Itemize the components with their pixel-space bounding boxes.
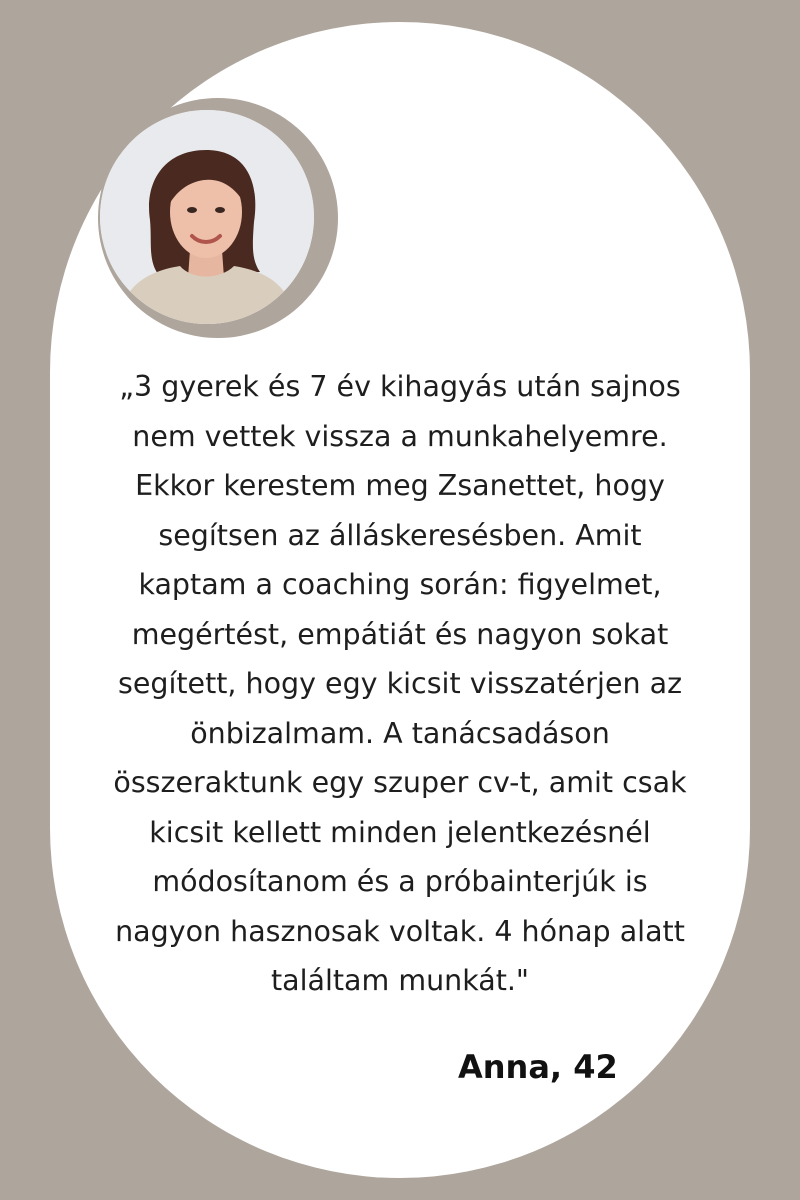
portrait-photo (100, 110, 314, 324)
quote-line: kaptam a coaching során: figyelmet, (138, 568, 662, 601)
quote-line: összeraktunk egy szuper cv-t, amit csak (113, 766, 687, 799)
quote-line: Ekkor kerestem meg Zsanettet, hogy (135, 469, 665, 502)
quote-line: megértést, empátiát és nagyon sokat (131, 617, 669, 651)
quote-line: önbizalmam. A tanácsadáson (190, 716, 610, 750)
quote-line: módosítanom és a próbainterjúk is (152, 865, 648, 898)
quote-line: nem vettek vissza a munkahelyemre. (132, 419, 668, 453)
quote-line: „3 gyerek és 7 év kihagyás után sajnos (119, 370, 681, 403)
quote-line: segítsen az álláskeresésben. Amit (158, 518, 642, 552)
quote-line: találtam munkát." (270, 964, 530, 997)
testimonial-quote (70, 362, 730, 1006)
avatar (100, 110, 314, 324)
quote-line: segített, hogy egy kicsit visszatérjen az (117, 667, 683, 700)
author-signature: Anna, 42 (458, 1048, 618, 1086)
quote-line: kicsit kellett minden jelentkezésnél (149, 815, 651, 849)
quote-line: nagyon hasznosak voltak. 4 hónap alatt (115, 914, 685, 948)
